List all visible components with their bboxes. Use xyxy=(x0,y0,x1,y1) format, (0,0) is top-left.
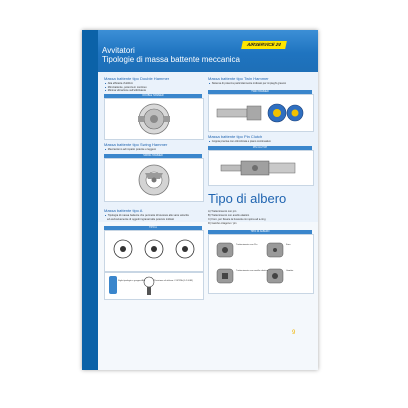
twin-hammer-title: Massa battente tipo Twin Hammer xyxy=(208,76,269,81)
swing-hammer-photo xyxy=(104,158,204,202)
shaft-type-images xyxy=(209,235,313,293)
pin-clutch-title: Massa battente tipo Pin Clutch xyxy=(208,134,263,139)
tipo-a-bullet: ■ Tipologia di massa battente che permette di lavorare alle varie velocità xyxy=(105,214,189,218)
tipo-a-dial-diagrams xyxy=(105,231,203,271)
shaft-type-line: D) Gambo ottagono / pin xyxy=(208,222,237,225)
tipo-a-tool-icons xyxy=(105,273,203,299)
twin-hammer-mechanism-image xyxy=(209,95,313,131)
page-subtitle: Tipologie di massa battente meccanica xyxy=(102,55,240,64)
pin-clutch-bullet: ■ Coppia precisa con ottimizzata e piano continuativo xyxy=(209,140,271,144)
double-hammer-label: DOUBLE HAMMER xyxy=(104,94,202,98)
pin-clutch-label: PIN CLUTCH xyxy=(208,146,312,150)
swing-hammer-label: SWING HAMMER xyxy=(104,154,202,158)
left-color-strip xyxy=(82,30,98,370)
shaft-type-caption: Foro xyxy=(286,244,291,246)
brand-badge: AIRSERVICE 24 xyxy=(241,41,286,49)
tipo-a-bullet-continued: ed esclusivamente di oggetti ingranati alle potenze indicati xyxy=(107,217,174,221)
shaft-type-line: A) Trattenimento con pin xyxy=(208,210,237,213)
shaft-type-caption: Trattenimento con anello elastico xyxy=(236,270,269,272)
shaft-type-caption: Gambo xyxy=(286,270,294,272)
swing-hammer-bullet: ■ Meccanismo ad impatto potente e leggero xyxy=(105,148,156,152)
twin-hammer-label: TWIN HAMMER xyxy=(208,90,312,94)
swing-hammer-title: Massa battente tipo Swing Hammer xyxy=(104,142,168,147)
tipo-a-label: TIPO A xyxy=(104,226,202,230)
pin-clutch-photo xyxy=(208,150,314,186)
tipo-a-caption-group: Sigla tipologia e gruppo Alte xyxy=(118,280,146,282)
twin-hammer-bullet: ■ Sistema di potenza particolarmente indicato per impieghi gravosi xyxy=(209,82,286,86)
tipo-a-caption-position: Posizione di utilizzo: COPPIA (1-2 GIRI) xyxy=(154,280,193,282)
shaft-type-label: TIPO DI ALBERO xyxy=(208,230,312,234)
shaft-type-line: C) Foro, per fissare la bussola con spina ad a-ring xyxy=(208,218,266,221)
double-hammer-mechanism-image xyxy=(105,99,203,139)
catalog-page xyxy=(82,30,318,370)
tipo-a-diagram xyxy=(104,230,204,272)
page-number: 9 xyxy=(292,330,296,336)
tipo-a-tool-images xyxy=(104,272,204,300)
double-hammer-bullet: ■ Mini-battente, potenza in continuo xyxy=(105,86,147,90)
twin-hammer-photo xyxy=(208,94,314,132)
page-title: Avvitatori xyxy=(102,46,135,55)
tipo-a-title: Massa battente tipo A xyxy=(104,208,143,213)
shaft-type-line: B) Trattenimento con anello elastico xyxy=(208,214,250,217)
double-hammer-photo xyxy=(104,98,204,140)
pin-clutch-mechanism-image xyxy=(209,151,313,185)
double-hammer-title: Massa battente tipo Double Hammer xyxy=(104,76,170,81)
shaft-type-caption: Trattenimento con Pin xyxy=(236,244,258,246)
shaft-type-photos xyxy=(208,234,314,294)
swing-hammer-mechanism-image xyxy=(105,159,203,201)
double-hammer-bullet: ■ Minima vibrazione sull'utilizzatore xyxy=(105,89,146,93)
double-hammer-bullet: ■ Alta efficacia d'utilizzo xyxy=(105,82,133,86)
shaft-type-title: Tipo di albero xyxy=(208,191,287,206)
